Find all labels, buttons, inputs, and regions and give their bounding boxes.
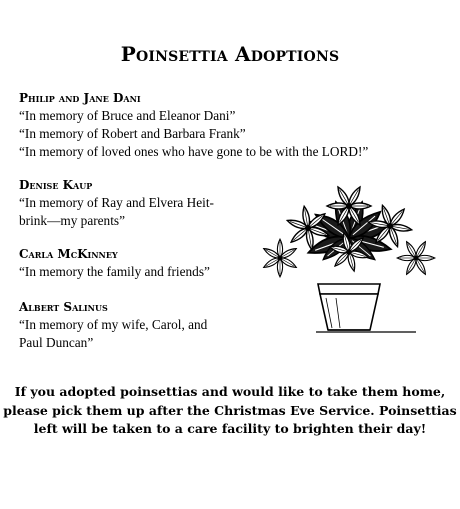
notice-line: please pick them up after the Christmas Eve Service. Poinsettias [3, 402, 457, 418]
dedication-line: Paul Duncan” [19, 335, 94, 350]
poinsettia-illustration [256, 166, 442, 338]
dedication-line: “In memory the family and friends” [19, 264, 210, 279]
adopter-name: Philip and Jane Dani [19, 91, 141, 105]
notice-line: left will be taken to a care facility to brighten their day! [33, 421, 427, 436]
adopter-name: Carla McKinney [19, 247, 118, 261]
dedication-line: “In memory of Bruce and Eleanor Dani” [19, 108, 236, 123]
page-title: Poinsettia Adoptions [120, 42, 340, 66]
dedication-line: “In memory of Robert and Barbara Frank” [19, 126, 246, 141]
notice-line: If you adopted poinsettias and would like to take them home, [14, 384, 446, 399]
dedication-line: “In memory of Ray and Elvera Heit- [19, 195, 214, 210]
adoption-entry [19, 298, 207, 352]
adoption-entry [19, 89, 368, 161]
adoption-entry [19, 176, 214, 230]
dedication-line: brink—my parents” [19, 213, 125, 228]
dedication-line: “In memory of loved ones who have gone to be with the LORD!” [19, 144, 369, 159]
adoption-entry [19, 245, 210, 281]
adopter-name: Denise Kaup [19, 178, 93, 192]
pickup-notice [0, 383, 460, 439]
adopter-name: Albert Salinus [19, 300, 108, 314]
dedication-line: “In memory of my wife, Carol, and [19, 317, 208, 332]
